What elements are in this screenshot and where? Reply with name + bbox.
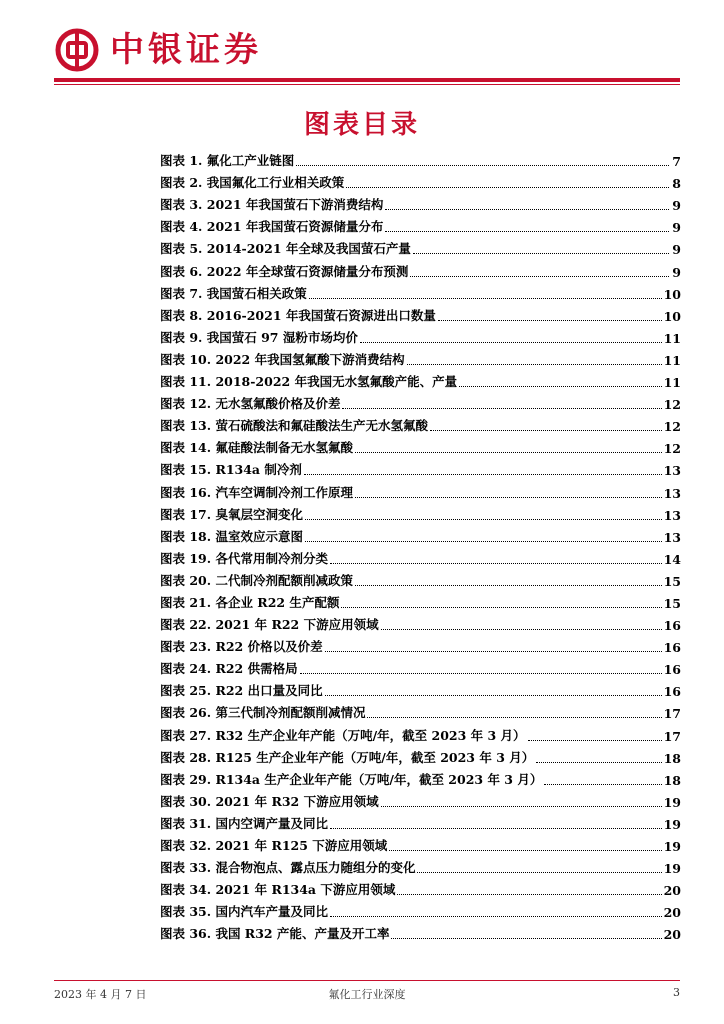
toc-entry-page: 10 (663, 308, 681, 324)
toc-entry-page: 12 (663, 397, 681, 413)
toc-dot-leader (355, 584, 662, 586)
toc-entry-label: 图表 3. 2021 年我国萤石下游消费结构 (160, 197, 384, 213)
toc-dot-leader (325, 650, 662, 652)
toc-entry-page: 10 (663, 286, 681, 302)
toc-dot-leader (309, 297, 662, 299)
toc-entry-page: 20 (663, 927, 681, 943)
toc-dot-leader (360, 341, 662, 343)
toc-dot-leader (342, 407, 661, 409)
toc-dot-leader (296, 164, 669, 166)
toc-entry-page: 7 (672, 154, 681, 170)
toc-entry[interactable] (160, 147, 681, 169)
toc-entry-page: 16 (663, 640, 681, 656)
toc-entry[interactable] (160, 434, 681, 456)
toc-entry-page: 16 (663, 618, 681, 634)
toc-dot-leader (397, 893, 661, 895)
toc-entry-page: 17 (663, 728, 681, 744)
toc-entry[interactable] (160, 501, 681, 523)
toc-entry[interactable] (160, 390, 681, 412)
toc-entry-label: 图表 5. 2014-2021 年全球及我国萤石产量 (160, 241, 411, 257)
toc-entry[interactable] (160, 832, 681, 854)
footer-page-number: 3 (673, 986, 680, 999)
toc-entry-label: 图表 34. 2021 年 R134a 下游应用领域 (160, 882, 396, 898)
toc-entry-page: 9 (672, 264, 681, 280)
toc-entry[interactable] (160, 854, 681, 876)
toc-entry[interactable] (160, 545, 681, 567)
toc-dot-leader (410, 275, 669, 277)
brand-name: 中银证券 (110, 30, 262, 70)
toc-entry-page: 9 (672, 220, 681, 236)
toc-dot-leader (305, 518, 662, 520)
toc-entry-label: 图表 26. 第三代制冷剂配额削减情况 (160, 705, 366, 721)
toc-entry-label: 图表 11. 2018-2022 年我国无水氢氟酸产能、产量 (160, 374, 458, 390)
toc-entry[interactable] (160, 478, 681, 500)
toc-entry[interactable] (160, 368, 681, 390)
toc-entry-page: 18 (663, 750, 681, 766)
toc-entry-page: 18 (663, 772, 681, 788)
toc-entry-page: 13 (663, 463, 681, 479)
toc-entry[interactable] (160, 810, 681, 832)
footer-report-title: 氟化工行业深度 (328, 988, 406, 1001)
toc-dot-leader (355, 451, 662, 453)
toc-entry-page: 15 (663, 595, 681, 611)
toc-dot-leader (381, 805, 662, 807)
toc-entry-page: 9 (672, 198, 681, 214)
toc-entry-label: 图表 12. 无水氢氟酸价格及价差 (160, 396, 341, 412)
header-divider-thin (54, 84, 680, 85)
toc-entry-label: 图表 13. 萤石硫酸法和氟硅酸法生产无水氢氟酸 (160, 418, 428, 434)
toc-dot-leader (300, 672, 662, 674)
toc-dot-leader (385, 230, 669, 232)
footer-date: 2023 年 4 月 7 日 (54, 988, 147, 1001)
toc-entry[interactable] (160, 744, 681, 766)
toc-dot-leader (459, 385, 662, 387)
toc-entry-label: 图表 23. R22 价格以及价差 (160, 639, 323, 655)
toc-entry-label: 图表 1. 氟化工产业链图 (160, 153, 295, 169)
toc-dot-leader (304, 473, 662, 475)
toc-entry-label: 图表 17. 臭氧层空洞变化 (160, 506, 303, 522)
toc-entry-page: 20 (663, 905, 681, 921)
toc-entry[interactable] (160, 346, 681, 368)
toc-entry-label: 图表 27. R32 生产企业年产能（万吨/年，截至 2023 年 3 月） (160, 727, 526, 743)
toc-dot-leader (391, 937, 661, 939)
toc-entry-label: 图表 9. 我国萤石 97 湿粉市场均价 (160, 329, 358, 345)
toc-entry[interactable] (160, 589, 681, 611)
toc-entry-label: 图表 24. R22 供需格局 (160, 661, 298, 677)
toc-entry-label: 图表 35. 国内汽车产量及同比 (160, 904, 328, 920)
toc-entry[interactable] (160, 257, 681, 279)
toc-entry-label: 图表 7. 我国萤石相关政策 (160, 285, 307, 301)
toc-entry[interactable] (160, 235, 681, 257)
toc-entry[interactable] (160, 876, 681, 898)
toc-entry-page: 11 (663, 375, 681, 391)
toc-entry[interactable] (160, 920, 681, 942)
toc-dot-leader (381, 628, 662, 630)
toc-dot-leader (355, 496, 662, 498)
toc-entry-page: 13 (663, 529, 681, 545)
toc-entry-page: 16 (663, 662, 681, 678)
toc-entry-page: 19 (663, 816, 681, 832)
toc-dot-leader (385, 208, 669, 210)
toc-dot-leader (341, 606, 661, 608)
toc-entry-page: 20 (663, 883, 681, 899)
toc-entry[interactable] (160, 788, 681, 810)
toc-entry-label: 图表 8. 2016-2021 年我国萤石资源进出口数量 (160, 307, 436, 323)
toc-dot-leader (438, 319, 662, 321)
toc-entry-label: 图表 20. 二代制冷剂配额削减政策 (160, 572, 353, 588)
toc-entry-page: 19 (663, 794, 681, 810)
toc-entry[interactable] (160, 898, 681, 920)
toc-entry-label: 图表 36. 我国 R32 产能、产量及开工率 (160, 926, 390, 942)
toc-dot-leader (389, 849, 661, 851)
toc-entry-label: 图表 4. 2021 年我国萤石资源储量分布 (160, 219, 384, 235)
toc-entry-label: 图表 16. 汽车空调制冷剂工作原理 (160, 484, 353, 500)
toc-dot-leader (346, 186, 669, 188)
report-header (54, 24, 262, 76)
toc-entry-label: 图表 33. 混合物泡点、露点压力随组分的变化 (160, 860, 416, 876)
toc-entry-page: 13 (663, 507, 681, 523)
toc-entry-page: 11 (663, 330, 681, 346)
toc-entry[interactable] (160, 611, 681, 633)
toc-entry[interactable] (160, 213, 681, 235)
toc-entry-page: 19 (663, 861, 681, 877)
toc-entry[interactable] (160, 633, 681, 655)
toc-entry[interactable] (160, 567, 681, 589)
header-divider (54, 78, 680, 82)
toc-entry[interactable] (160, 677, 681, 699)
toc-entry[interactable] (160, 699, 681, 721)
toc-entry[interactable] (160, 191, 681, 213)
toc-entry[interactable] (160, 280, 681, 302)
toc-title: 图表目录 (303, 110, 420, 140)
toc-dot-leader (417, 871, 661, 873)
toc-entry-page: 13 (663, 485, 681, 501)
toc-entry-label: 图表 22. 2021 年 R22 下游应用领域 (160, 617, 379, 633)
toc-entry-label: 图表 25. R22 出口量及同比 (160, 683, 323, 699)
toc-entry-page: 9 (672, 242, 681, 258)
toc-dot-leader (330, 915, 662, 917)
toc-dot-leader (325, 694, 662, 696)
toc-entry-page: 11 (663, 352, 681, 368)
toc-entry[interactable] (160, 655, 681, 677)
toc-entry-page: 12 (663, 419, 681, 435)
toc-entry[interactable] (160, 169, 681, 191)
toc-dot-leader (330, 562, 662, 564)
toc-entry-label: 图表 31. 国内空调产量及同比 (160, 815, 328, 831)
toc-entry-page: 8 (672, 176, 681, 192)
toc-entry-label: 图表 6. 2022 年全球萤石资源储量分布预测 (160, 263, 409, 279)
toc-entry-label: 图表 10. 2022 年我国氢氟酸下游消费结构 (160, 351, 405, 367)
toc-dot-leader (528, 739, 662, 741)
toc-entry-label: 图表 30. 2021 年 R32 下游应用领域 (160, 793, 379, 809)
toc-dot-leader (330, 827, 662, 829)
toc-entry-label: 图表 14. 氟硅酸法制备无水氢氟酸 (160, 440, 353, 456)
toc-dot-leader (407, 363, 662, 365)
toc-dot-leader (367, 716, 661, 718)
toc-dot-leader (305, 540, 662, 542)
toc-dot-leader (536, 761, 661, 763)
toc-entry-page: 16 (663, 684, 681, 700)
toc-entry-page: 14 (663, 551, 681, 567)
toc-entry-label: 图表 18. 温室效应示意图 (160, 528, 303, 544)
toc-entry[interactable] (160, 456, 681, 478)
toc-entry[interactable] (160, 721, 681, 743)
toc-dot-leader (430, 429, 662, 431)
toc-entry-label: 图表 32. 2021 年 R125 下游应用领域 (160, 838, 388, 853)
toc-entry-label: 图表 15. R134a 制冷剂 (160, 462, 302, 478)
footer-divider (54, 980, 680, 981)
toc-entry-page: 15 (663, 573, 681, 589)
toc-entry-label: 图表 21. 各企业 R22 生产配额 (160, 594, 340, 610)
toc-list (160, 147, 681, 942)
toc-entry-page: 17 (663, 706, 681, 722)
toc-entry[interactable] (160, 302, 681, 324)
toc-entry[interactable] (160, 523, 681, 545)
toc-entry[interactable] (160, 324, 681, 346)
toc-entry-label: 图表 28. R125 生产企业年产能（万吨/年，截至 2023 年 3 月） (160, 749, 535, 765)
toc-entry-label: 图表 2. 我国氟化工行业相关政策 (160, 175, 345, 191)
toc-entry-page: 19 (663, 839, 681, 854)
toc-entry[interactable] (160, 766, 681, 788)
toc-entry-label: 图表 29. R134a 生产企业年产能（万吨/年，截至 2023 年 3 月） (160, 771, 543, 787)
toc-dot-leader (544, 783, 661, 785)
toc-entry[interactable] (160, 412, 681, 434)
toc-dot-leader (413, 252, 669, 254)
toc-entry-page: 12 (663, 441, 681, 457)
bank-of-china-logo-icon (54, 27, 100, 73)
toc-entry-label: 图表 19. 各代常用制冷剂分类 (160, 550, 328, 566)
